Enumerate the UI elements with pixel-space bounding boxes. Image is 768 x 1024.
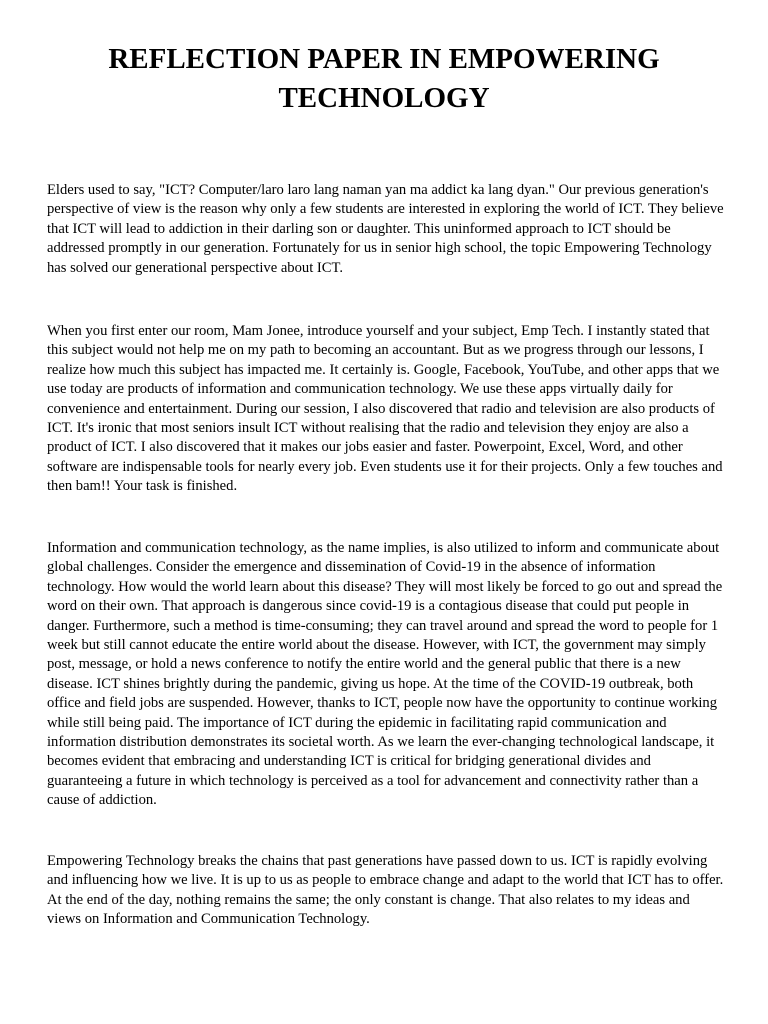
paragraph-covid-ict: Information and communication technology, as the name implies, is also utilized to inform and communicate about global challenges. Consider the emergence and dissemination of Covid-19 in the absence of information technology. How would the world learn about this disease? They will most likely be forced to go out and spread the word on their own. That approach is dangerous since covid-19 is a contagious disease that could put people in danger. Furthermore, such a method is time-consuming; they can travel around and spread the word to people for 1 week but still cannot educate the entire world about the disease. However, with ICT, the government may simply post, message, or hold a news conference to notify the entire world and the general public that there is a new disease. ICT shines brightly during the pandemic, giving us hope. At the time of the COVID-19 outbreak, both office and field jobs are suspended. However, thanks to ICT, people now have the opportunity to continue working while still being paid. The importance of ICT during the epidemic in facilitating rapid communication and information distribution demonstrates its societal worth. As we learn the ever-changing technological landscape, it becomes evident that embracing and understanding ICT is critical for bridging generational divides and guaranteeing a future in which technology is perceived as a tool for advancement and connectivity rather than a cause of addiction. — [47, 540, 723, 809]
paragraph-first-impressions: When you first enter our room, Mam Jonee, introduce yourself and your subject, Emp Tech. I instantly stated that this subject would not help me on my path to becoming an accountant. But as we progress through our lessons, I realize how much this subject has impacted me. It certainly is. Google, Facebook, YouTube, and other apps that we use today are products of information and communication technology. We use these apps virtually daily for convenience and entertainment. During our session, I also discovered that radio and television are also products of ICT. It's ironic that most seniors insult ICT without realising that the radio and television they enjoy are also a product of ICT. I also discovered that it makes our jobs easier and faster. Powerpoint, Excel, Word, and other software are indispensable tools for nearly every job. Even students use it for their projects. Only a few touches and then bam!! Your task is finished. — [47, 323, 723, 495]
paragraph-conclusion: Empowering Technology breaks the chains that past generations have passed down to us. ICT is rapidly evolving and influencing how we live. It is up to us as people to embrace change and adapt to the world that ICT has to offer. At the end of the day, nothing remains the same; the only constant is change. That also relates to my ideas and views on Information and Communication Technology. — [47, 853, 724, 928]
paragraph-intro: Elders used to say, "ICT? Computer/laro laro lang naman yan ma addict ka lang dyan." Our previous generation's perspective of view is the reason why only a few students are interested in exploring the world of ICT. They believe that ICT will lead to addiction in their darling son or daughter. This uninformed approach to ICT should be addressed promptly in our generation. Fortunately for us in senior high school, the topic Empowering Technology has solved our generational perspective about ICT. — [47, 182, 724, 276]
page-title: REFLECTION PAPER IN EMPOWERING TECHNOLOGY — [108, 43, 660, 114]
